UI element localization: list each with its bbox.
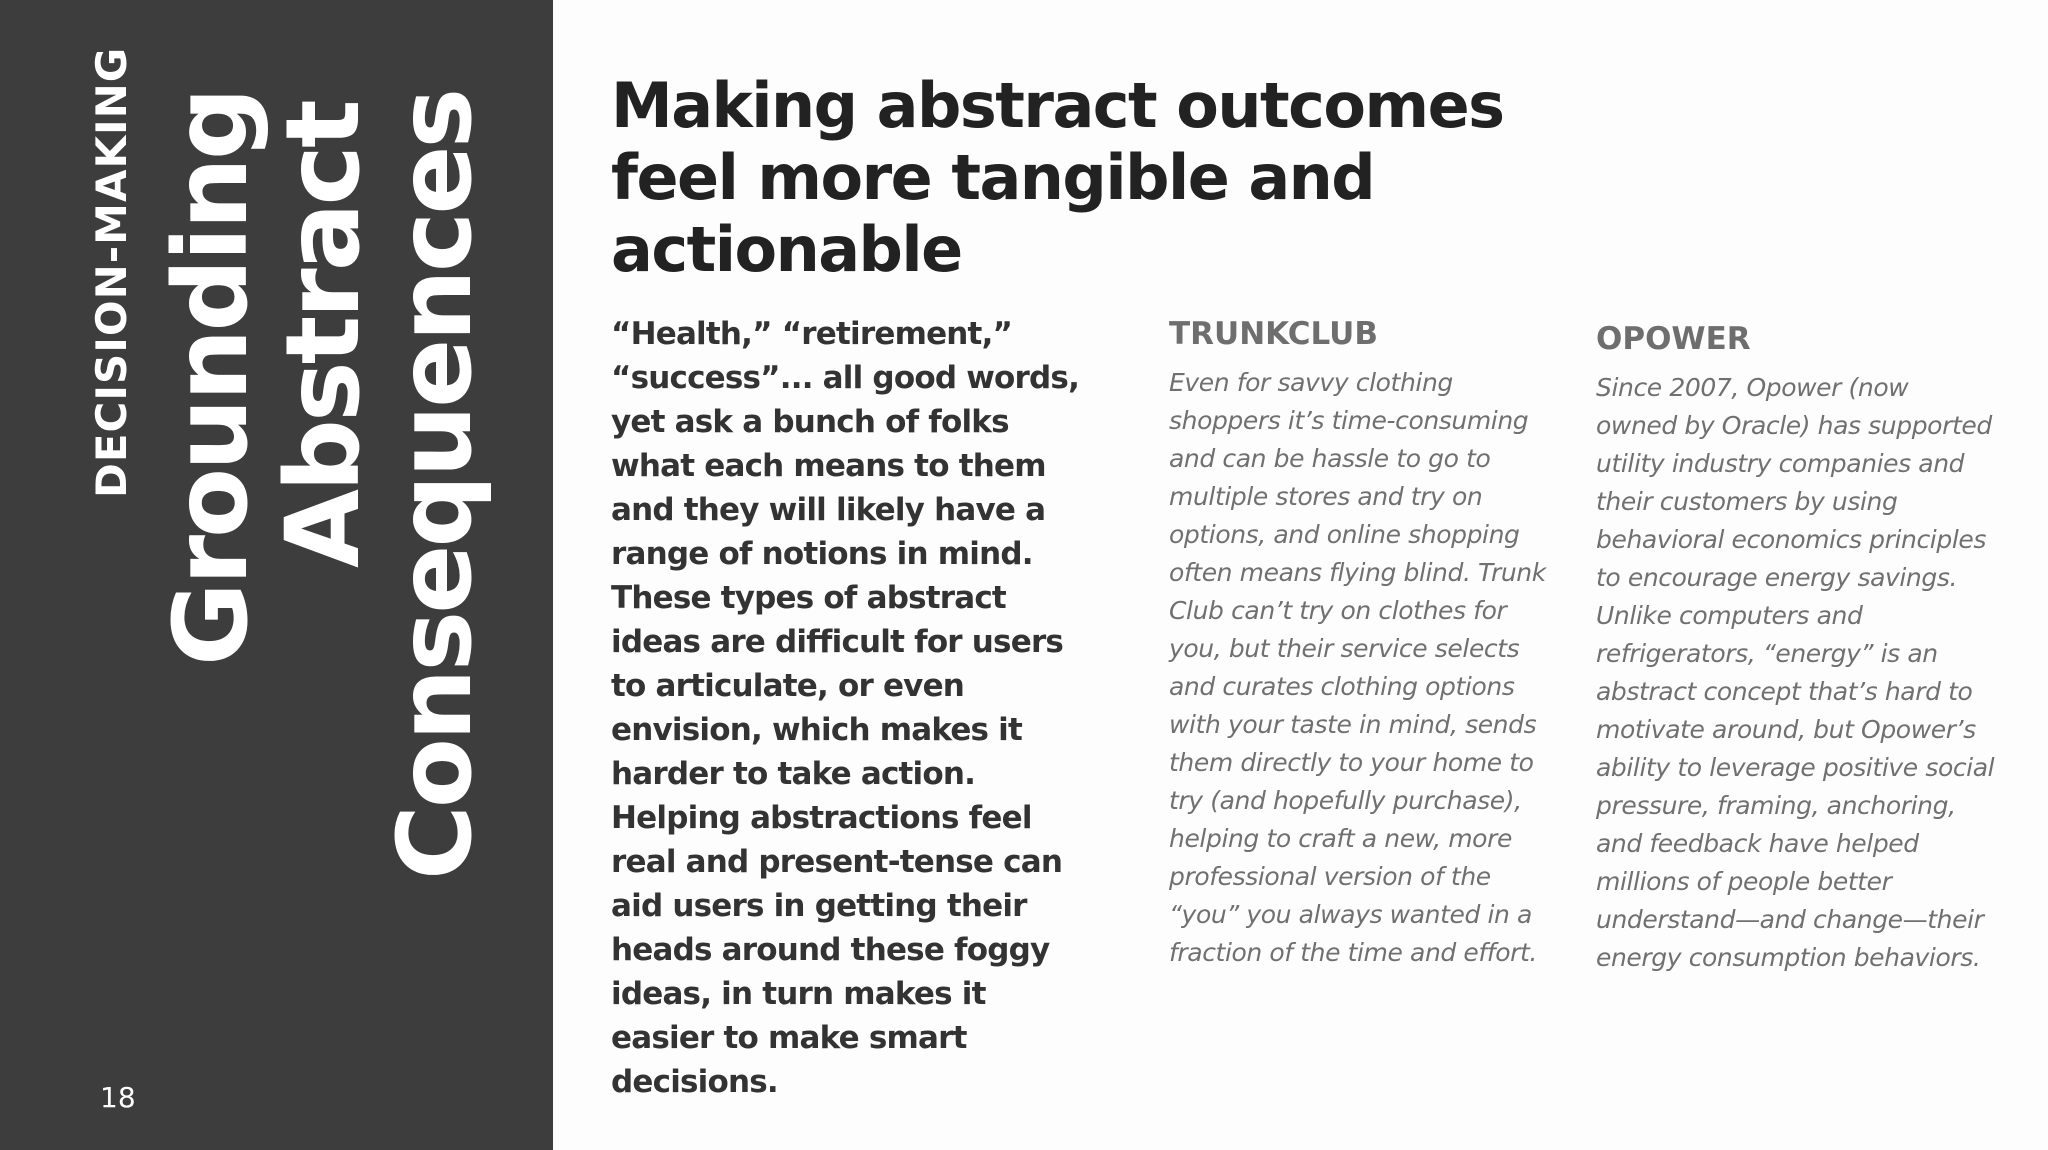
case-study-trunkclub [1169, 314, 1549, 972]
case-study-title: OPOWER [1596, 321, 1751, 357]
category-label: DECISION-MAKING [87, 46, 136, 498]
case-study-body: Since 2007, Opower (now owned by Oracle) has supported utility industry companies and their customers by using behavioral economics principles to encourage energy savings. Unlike computers and refrigerators, “energy” is an abstract concept that’s hard to motivate around, but Opower’s ability to leverage positive social pressure, framing, anchoring, and feedback have helped millions of people better understand—and change—their energy consumption behaviors. [1596, 373, 1995, 972]
page-number: 18 [100, 1081, 136, 1114]
page-headline: Making abstract outcomes feel more tangible and actionable [611, 69, 1504, 286]
case-study-title: TRUNKCLUB [1169, 316, 1378, 352]
case-study-body: Even for savvy clothing shoppers it’s time-consuming and can be hassle to go to multiple stores and try on options, and online shopping often means flying blind. Trunk Club can’t try on clothes for you, but their service selects and curates clothing options with your taste in mind, sends them directly to your home to try (and hopefully purchase), helping to craft a new, more professional version of the “you” you always wanted in a fraction of the time and effort. [1169, 368, 1546, 967]
sidebar [0, 0, 553, 1150]
section-title-line-1: Grounding [152, 90, 271, 666]
section-title-line-2: Abstract [264, 102, 383, 568]
section-title-line-3: Consequences [376, 90, 495, 880]
lead-paragraph: “Health,” “retirement,” “success”... all good words, yet ask a bunch of folks what each means to them and they will likely have a range of notions in mind. These types of abstract ideas are difficult for users to articulate, or even envision, which makes it harder to take action. Helping abstractions feel real and present-tense can aid users in getting their heads around these foggy ideas, in turn makes it easier to make smart decisions. [611, 316, 1080, 1100]
case-study-opower [1596, 319, 1996, 977]
